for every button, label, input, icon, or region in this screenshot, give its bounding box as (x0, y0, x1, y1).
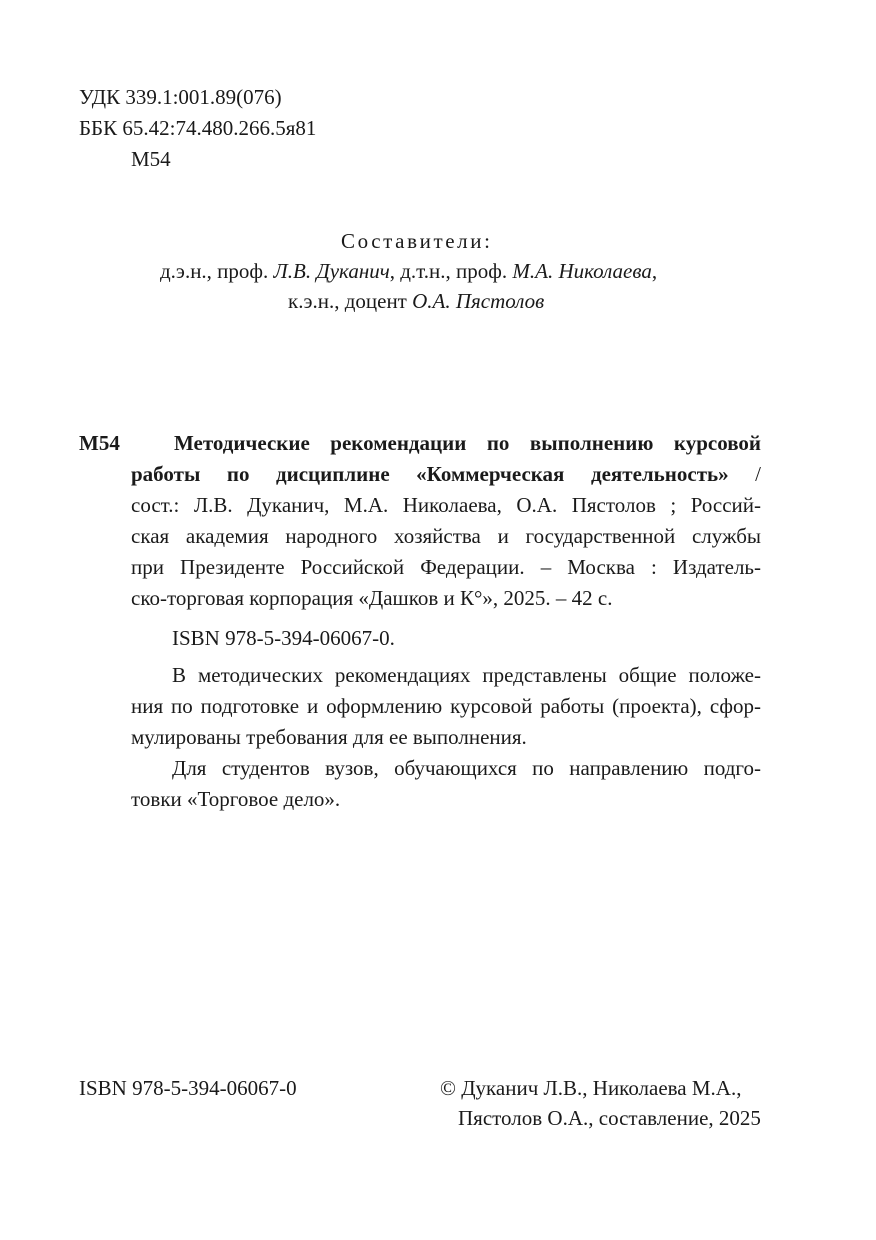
annotation-p1-line-2: ния по подготовке и оформлению курсовой работы (проекта), сфор- (131, 694, 761, 718)
copyright-line-2: Пястолов О.А., составление, 2025 (458, 1106, 761, 1130)
compiler-2-name: М.А. Николаева (512, 259, 652, 283)
compiler-3-title: к.э.н., доцент (288, 289, 413, 313)
compiler-1-title: д.э.н., проф. (160, 259, 274, 283)
entry-title-part-2: работы по дисциплине «Коммерческая деятельность» (131, 462, 729, 486)
bbk-code: ББК 65.42:74.480.266.5я81 (79, 116, 317, 140)
entry-title-line-1 (131, 428, 761, 459)
entry-title-separator: / (728, 462, 761, 486)
compiler-2-title: , д.т.н., проф. (389, 259, 513, 283)
annotation-p1-line-1: В методических рекомендациях представлены общие положе- (172, 663, 761, 687)
entry-line-6: ско-торговая корпорация «Дашков и К°», 2025. – 42 с. (131, 586, 613, 610)
compilers-heading: Составители: (341, 229, 493, 253)
annotation-p2-line-2: товки «Торговое дело». (131, 787, 341, 811)
footer-isbn: ISBN 978-5-394-06067-0 (79, 1076, 297, 1100)
annotation (131, 660, 761, 815)
bibliographic-entry (131, 428, 761, 614)
entry-title-part-1: Методические рекомендации по выполнению курсовой (174, 431, 761, 455)
annotation-p1-line-3: мулированы требования для ее выполнения. (131, 725, 527, 749)
entry-line-3: сост.: Л.В. Дуканич, М.А. Николаева, О.А. Пястолов ; Россий- (131, 493, 761, 517)
entry-title-line-2 (131, 459, 761, 490)
annotation-p2-line-1: Для студентов вузов, обучающихся по направлению подго- (172, 756, 761, 780)
author-code: М54 (131, 147, 171, 171)
compiler-3-name: О.А. Пястолов (412, 289, 545, 313)
udk-code: УДК 339.1:001.89(076) (79, 85, 282, 109)
entry-line-5: при Президенте Российской Федерации. – Москва : Издатель- (131, 555, 761, 579)
entry-code: М54 (79, 431, 120, 455)
entry-line-4: ская академия народного хозяйства и государственной службы (131, 524, 761, 548)
compilers-line-1-end: , (651, 259, 658, 283)
compilers-line-2 (288, 286, 544, 317)
copyright-line-1: © Дуканич Л.В., Николаева М.А., (440, 1076, 742, 1100)
compilers-line-1 (160, 256, 657, 287)
compiler-1-name: Л.В. Дуканич (273, 259, 390, 283)
entry-isbn: ISBN 978-5-394-06067-0. (172, 626, 395, 650)
